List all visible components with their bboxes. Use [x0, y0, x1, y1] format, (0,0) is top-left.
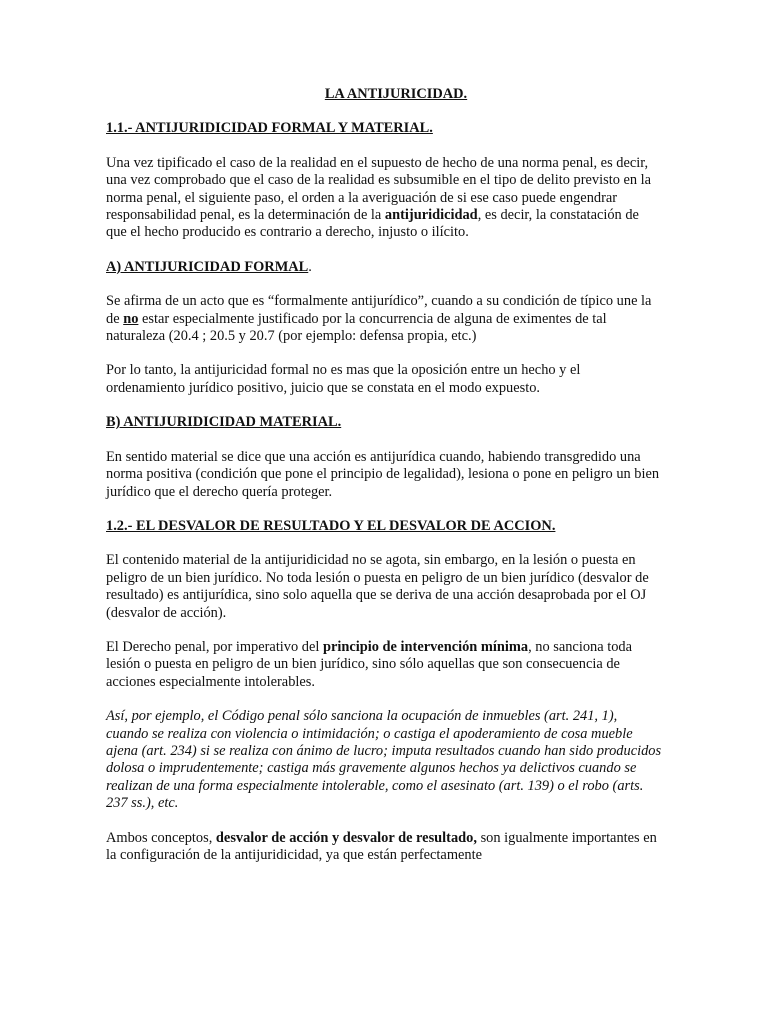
paragraph-derecho-penal — [106, 639, 662, 691]
bold-term-desvalores: desvalor de acción y desvalor de resultado, — [215, 829, 477, 846]
paragraph-text: estar especialmente justificado por la concurrencia de alguna de eximentes de tal naturaleza (20.4 ; 20.5 y 20.7 (por ejemplo: defensa propia, etc.) — [106, 310, 607, 345]
paragraph-text: , es decir, la constatación de que el hecho producido es contrario a derecho, injusto o ilícito. — [106, 207, 639, 241]
paragraph-ambos-conceptos — [106, 830, 662, 865]
bold-term-no: no — [123, 310, 139, 327]
subheading-antijuricidad-formal: A) ANTIJURICIDAD FORMAL — [106, 258, 309, 275]
paragraph-contenido-material: El contenido material de la antijuridicidad no se agota, sin embargo, en la lesión o puesta en peligro de un bien jurídico. No toda lesión o puesta en peligro de un bien jurídico (desvalor de resultado) es antijurídica, sino solo aquella que se deriva de una acción desaprobada por el OJ (desvalor de acción). — [106, 552, 649, 621]
paragraph-tipificacion — [106, 155, 662, 242]
subheading-tail: . — [308, 258, 312, 275]
paragraph-formalmente-antijuridico — [106, 293, 662, 345]
paragraph-text: El Derecho penal, por imperativo del — [106, 638, 323, 655]
section-heading-1-1: 1.1.- ANTIJURIDICIDAD FORMAL Y MATERIAL. — [106, 120, 433, 137]
bold-term-intervencion-minima: principio de intervención mínima — [322, 638, 529, 655]
paragraph-text: , no sanciona toda lesión o puesta en peligro de un bien jurídico, sino sólo aquellas que son consecuencia de acciones especialmente intolerables. — [106, 638, 632, 690]
bold-term-antijuridicidad: antijuridicidad — [384, 207, 478, 224]
paragraph-text: Se afirma de un acto que es “formalmente antijurídico”, cuando a su condición de típico une la de — [106, 293, 652, 327]
document-page — [106, 86, 662, 881]
paragraph-text: son igualmente importantes en la configuración de la antijuridicidad, ya que están perfectamente — [106, 829, 657, 863]
subheading-antijuridicidad-material: B) ANTIJURIDICIDAD MATERIAL. — [106, 414, 342, 431]
subheading-formal-line — [106, 259, 662, 276]
section-heading-1-2: 1.2.- EL DESVALOR DE RESULTADO Y EL DESVALOR DE ACCION. — [106, 517, 556, 534]
paragraph-por-lo-tanto: Por lo tanto, la antijuricidad formal no es mas que la oposición entre un hecho y el ordenamiento jurídico positivo, juicio que se constata en el modo expuesto. — [106, 362, 581, 396]
paragraph-sentido-material: En sentido material se dice que una acción es antijurídica cuando, habiendo transgredido una norma positiva (condición que pone el principio de legalidad), lesiona o pone en peligro un bien jurídico que el derecho quería proteger. — [106, 448, 660, 500]
paragraph-text: Una vez tipificado el caso de la realidad en el supuesto de hecho de una norma penal, es decir, una vez comprobado que el caso de la realidad es subsumible en el tipo de delito previsto en la norma penal, el siguiente paso, el orden a la averiguación de si ese caso puede engendrar responsabilidad penal, es la determinación de la — [106, 154, 652, 224]
paragraph-text: Ambos conceptos, — [106, 829, 216, 846]
paragraph-ejemplo-codigo-penal: Así, por ejemplo, el Código penal sólo sanciona la ocupación de inmuebles (art. 241, 1), cuando se realiza con violencia o intimidación; o castiga el apoderamiento de cosa mueble ajena (art. 234) si se realiza con ánimo de lucro; imputa resultados cuando han sido producidos dolosa o imprudentemente; castiga más gravemente algunos hechos ya delictivos cuando se realizan de una forma especialmente intolerable, como el asesinato (art. 139) o el robo (arts. 237 ss.), etc. — [106, 708, 662, 812]
document-title: LA ANTIJURICIDAD. — [324, 86, 468, 102]
